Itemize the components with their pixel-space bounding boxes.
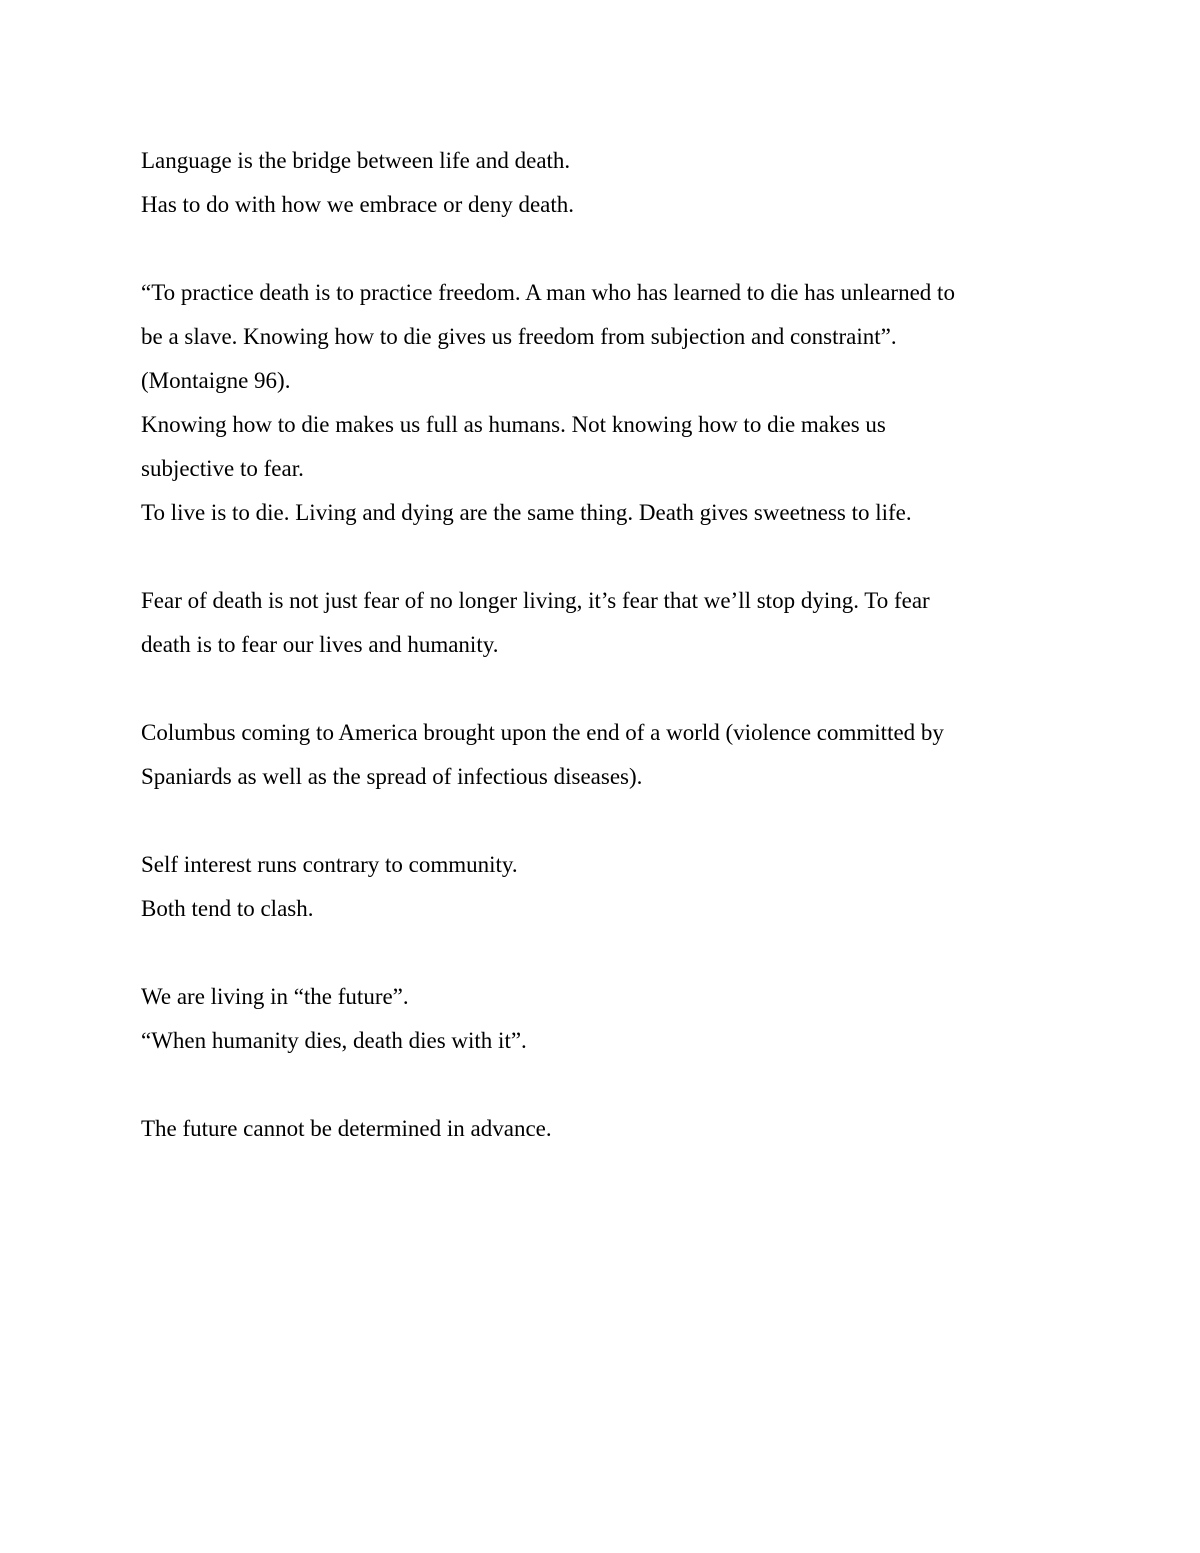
text-line: We are living in “the future”. bbox=[141, 984, 409, 1009]
text-line: Spaniards as well as the spread of infectious diseases). bbox=[141, 764, 643, 789]
blank-line bbox=[141, 799, 1071, 843]
text-line: To live is to die. Living and dying are the same thing. Death gives sweetness to life. bbox=[141, 500, 912, 525]
text-line: (Montaigne 96). bbox=[141, 368, 291, 393]
text-line: “To practice death is to practice freedom. A man who has learned to die has unlearned to bbox=[141, 280, 955, 305]
blank-line bbox=[141, 535, 1071, 579]
text-line: subjective to fear. bbox=[141, 456, 304, 481]
text-line: Columbus coming to America brought upon the end of a world (violence committed by bbox=[141, 720, 944, 745]
text-line: death is to fear our lives and humanity. bbox=[141, 632, 499, 657]
document-body bbox=[141, 139, 1071, 1151]
text-line: “When humanity dies, death dies with it”. bbox=[141, 1028, 527, 1053]
text-line: Self interest runs contrary to community. bbox=[141, 852, 518, 877]
blank-line bbox=[141, 667, 1071, 711]
blank-line bbox=[141, 1063, 1071, 1107]
text-line: Fear of death is not just fear of no longer living, it’s fear that we’ll stop dying. To fear bbox=[141, 588, 930, 613]
blank-line bbox=[141, 931, 1071, 975]
text-line: The future cannot be determined in advance. bbox=[141, 1116, 552, 1141]
text-line: Language is the bridge between life and death. bbox=[141, 148, 571, 173]
text-line: Both tend to clash. bbox=[141, 896, 314, 921]
text-line: be a slave. Knowing how to die gives us freedom from subjection and constraint”. bbox=[141, 324, 897, 349]
text-line: Knowing how to die makes us full as humans. Not knowing how to die makes us bbox=[141, 412, 886, 437]
text-line: Has to do with how we embrace or deny death. bbox=[141, 192, 575, 217]
blank-line bbox=[141, 227, 1071, 271]
